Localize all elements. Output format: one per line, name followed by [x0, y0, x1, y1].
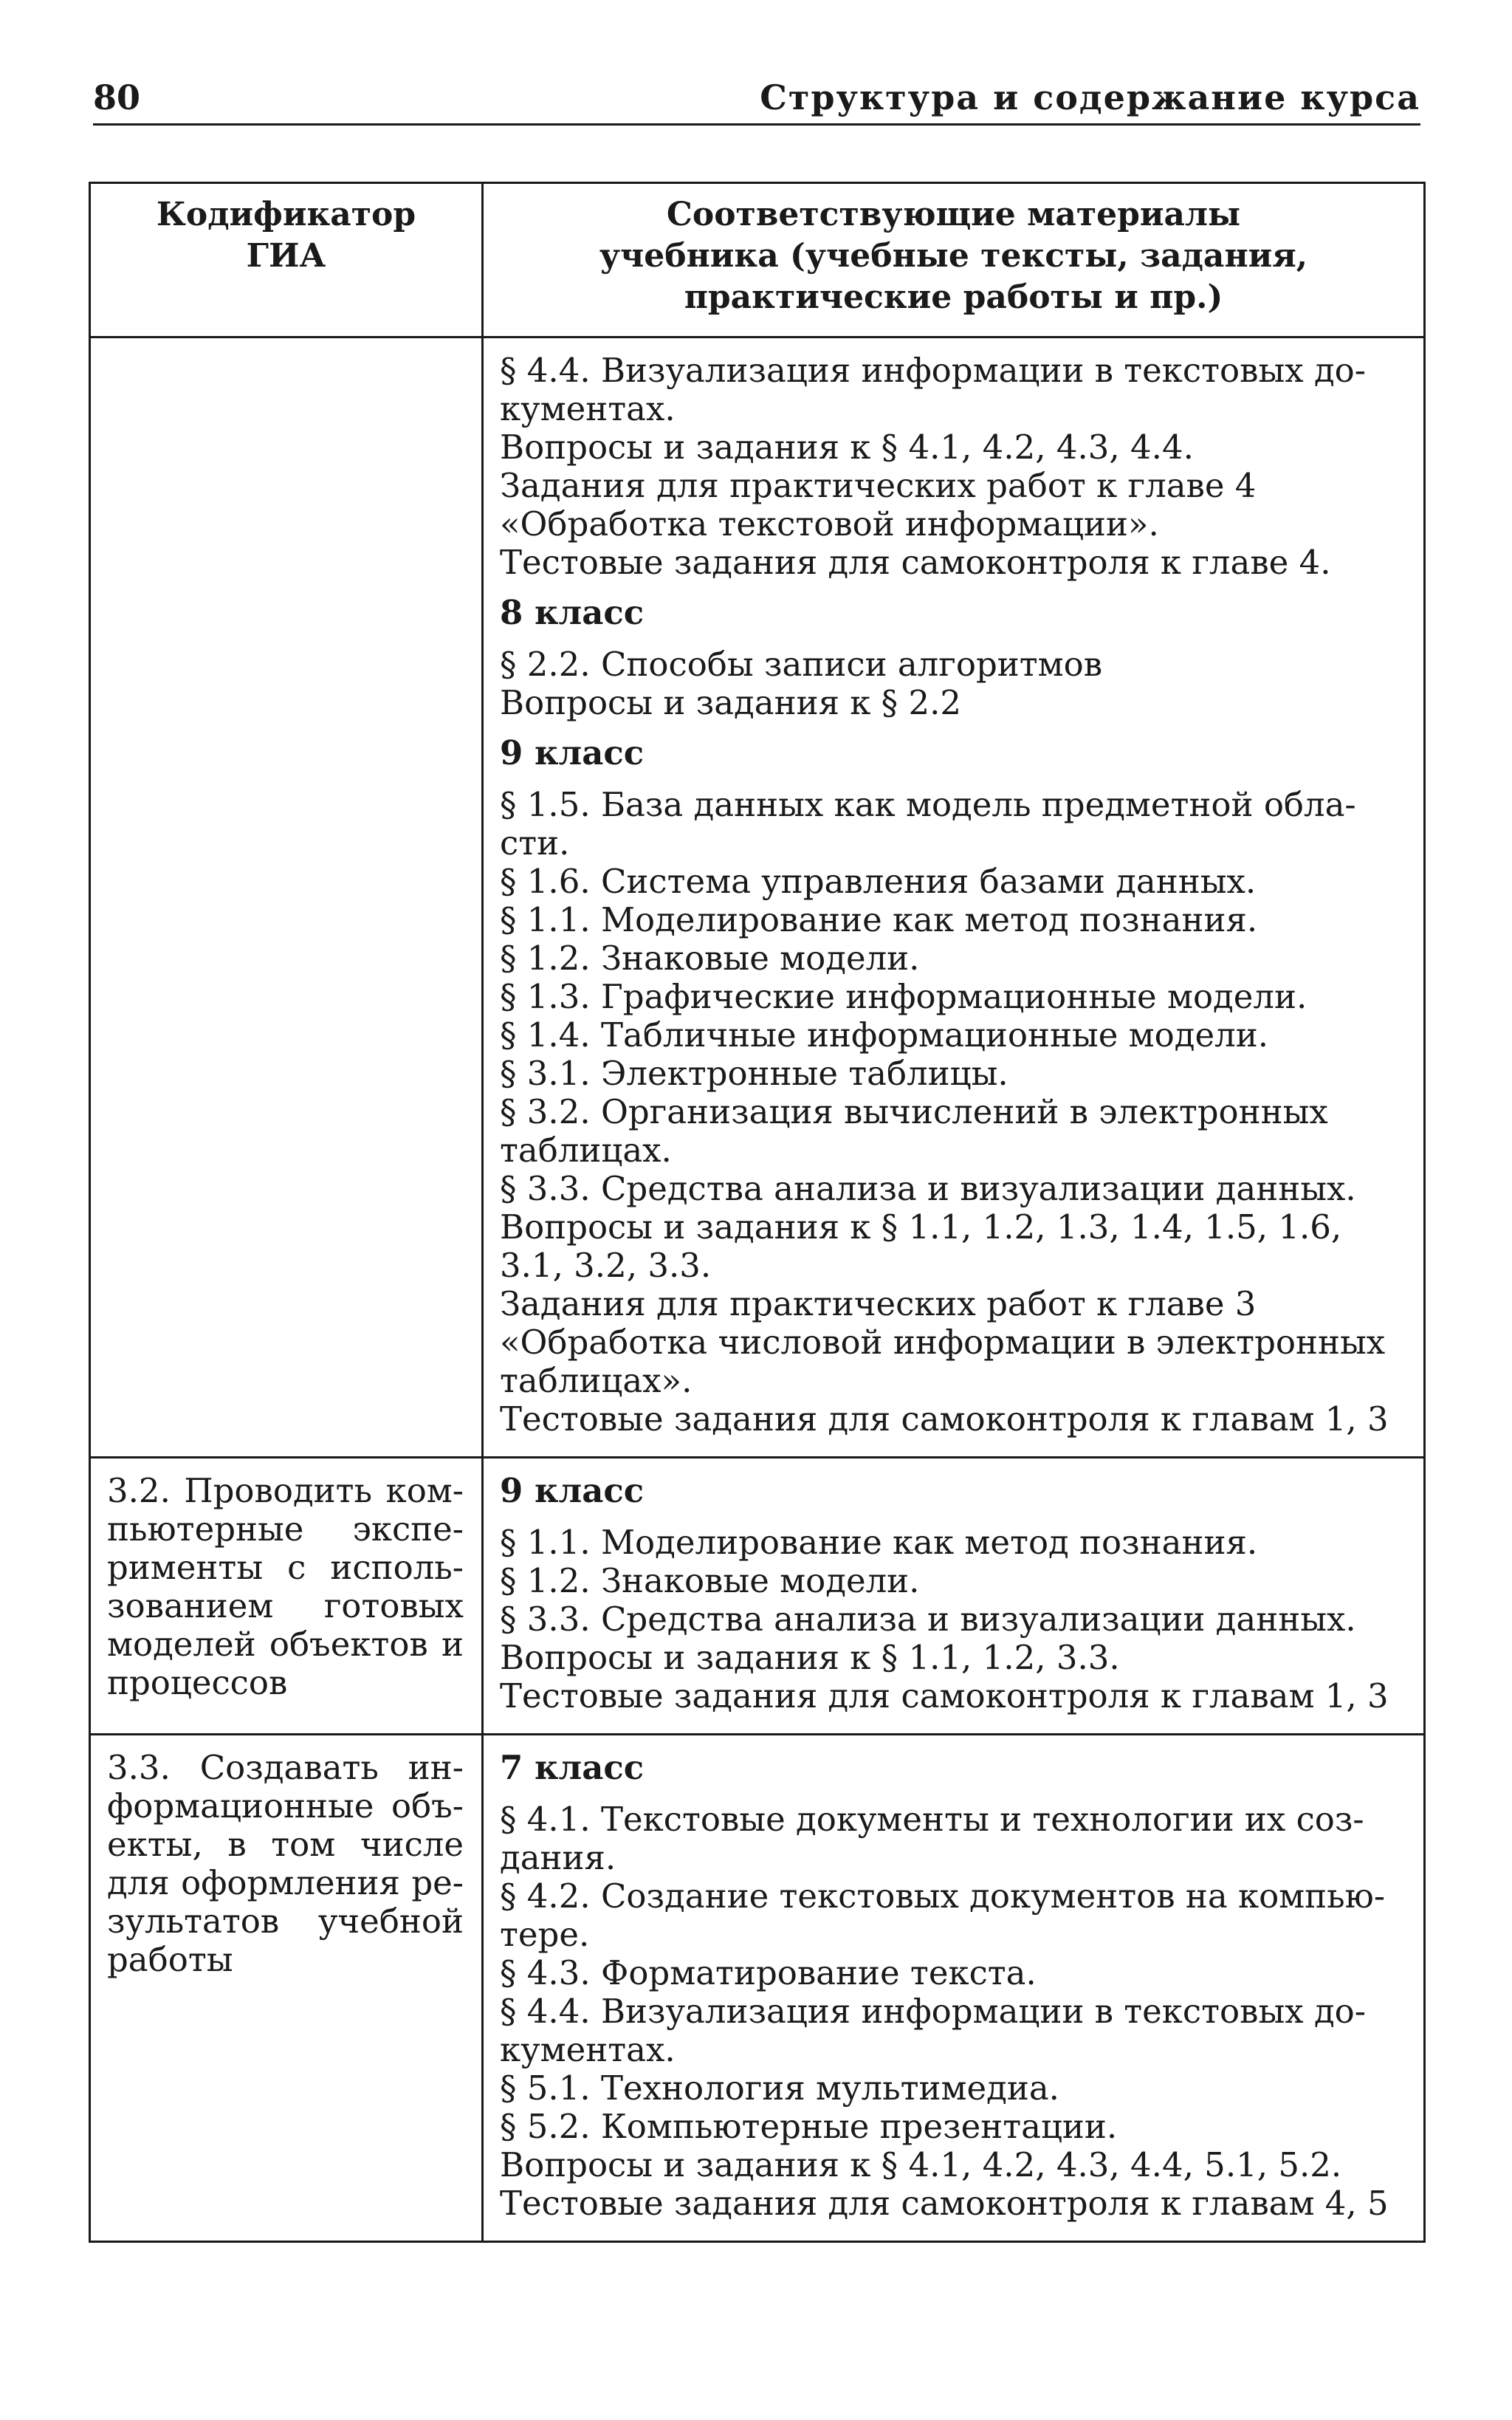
- materials-line: таблицах».: [500, 1361, 693, 1400]
- materials-cell: [483, 337, 1425, 1458]
- codifier-cell: [90, 1735, 483, 2242]
- materials-line: таблицах.: [500, 1131, 672, 1170]
- materials-line: § 4.2. Создание текстовых документов на компью-: [500, 1876, 1386, 1916]
- materials-line: § 1.5. База данных как модель предметной обла-: [500, 785, 1356, 824]
- grade-heading: 9 класс: [500, 733, 645, 772]
- codifier-text: екты, в том числе: [107, 1825, 464, 1864]
- materials-line: кументах.: [500, 2030, 676, 2069]
- running-title: Структура и содержание курса: [760, 78, 1420, 117]
- materials-list: [500, 352, 1400, 582]
- table-row: [90, 1458, 1425, 1735]
- materials-line: кументах.: [500, 389, 676, 428]
- materials-line: § 1.1. Моделирование как метод познания.: [500, 1523, 1258, 1562]
- materials-line: Вопросы и задания к § 4.1, 4.2, 4.3, 4.4.: [500, 428, 1194, 467]
- table-header-row: [90, 183, 1425, 337]
- column-header-line: Кодификатор: [156, 196, 416, 233]
- codifier-text: рименты с исполь-: [107, 1548, 464, 1587]
- codifier-text: 3.3. Создавать ин-: [107, 1748, 464, 1787]
- materials-line: § 1.2. Знаковые модели.: [500, 1561, 920, 1600]
- table-row: [90, 1735, 1425, 2242]
- materials-line: Тестовые задания для самоконтроля к главам 4, 5: [500, 2184, 1389, 2223]
- materials-line: § 4.4. Визуализация информации в текстовых до-: [500, 1992, 1366, 2031]
- codifier-text: для оформления ре-: [107, 1863, 464, 1902]
- materials-line: § 1.2. Знаковые модели.: [500, 939, 920, 978]
- materials-line: § 1.4. Табличные информационные модели.: [500, 1015, 1268, 1055]
- codifier-text: моделей объектов и: [107, 1625, 464, 1664]
- materials-line: § 5.1. Технология мультимедиа.: [500, 2068, 1059, 2108]
- codifier-text: пьютерные экспе-: [107, 1509, 464, 1549]
- materials-line: Вопросы и задания к § 2.2: [500, 683, 962, 722]
- materials-line: § 3.1. Электронные таблицы.: [500, 1054, 1008, 1093]
- materials-line: § 3.3. Средства анализа и визуализации данных.: [500, 1600, 1356, 1639]
- materials-line: Вопросы и задания к § 4.1, 4.2, 4.3, 4.4, 5.1, 5.2.: [500, 2145, 1342, 2184]
- codifier-text: работы: [107, 1940, 233, 1979]
- column-header-line: ГИА: [246, 237, 326, 275]
- materials-line: «Обработка текстовой информации».: [500, 504, 1159, 544]
- materials-line: Задания для практических работ к главе 4: [500, 466, 1257, 505]
- materials-line: § 5.2. Компьютерные презентации.: [500, 2107, 1118, 2146]
- materials-line: Тестовые задания для самоконтроля к главам 1, 3: [500, 1399, 1389, 1439]
- materials-line: «Обработка числовой информации в электронных: [500, 1323, 1386, 1362]
- materials-line: § 4.3. Форматирование текста.: [500, 1953, 1037, 1992]
- materials-line: § 3.3. Средства анализа и визуализации данных.: [500, 1169, 1356, 1208]
- column-header-line: учебника (учебные тексты, задания,: [599, 237, 1308, 275]
- materials-line: § 2.2. Способы записи алгоритмов: [500, 645, 1103, 684]
- materials-line: § 1.6. Система управления базами данных.: [500, 862, 1257, 901]
- codifier-text: процессов: [107, 1663, 288, 1702]
- materials-line: § 3.2. Организация вычислений в электронных: [500, 1092, 1328, 1131]
- materials-line: дания.: [500, 1838, 616, 1877]
- grade-heading: 9 класс: [500, 1471, 645, 1510]
- codifier-text: зультатов учебной: [107, 1902, 464, 1941]
- column-header-line: Соответствующие материалы: [666, 196, 1241, 233]
- codifier-cell: [90, 337, 483, 1458]
- codifier-cell: [90, 1458, 483, 1735]
- materials-line: Вопросы и задания к § 1.1, 1.2, 3.3.: [500, 1638, 1120, 1677]
- running-head: [93, 71, 1420, 126]
- materials-list: [500, 1800, 1400, 2223]
- materials-list: [500, 645, 1400, 722]
- codifier-text: формационные объ-: [107, 1786, 464, 1826]
- materials-line: тере.: [500, 1915, 590, 1954]
- materials-line: Вопросы и задания к § 1.1, 1.2, 1.3, 1.4, 1.5, 1.6,: [500, 1207, 1342, 1247]
- codifier-text: 3.2. Проводить ком-: [107, 1471, 464, 1510]
- materials-list: [500, 786, 1400, 1439]
- materials-cell: [483, 1458, 1425, 1735]
- column-header-line: практические работы и пр.): [684, 278, 1223, 316]
- column-header-codifier: [90, 183, 483, 337]
- materials-line: Тестовые задания для самоконтроля к главе 4.: [500, 543, 1331, 582]
- materials-line: § 1.3. Графические информационные модели.: [500, 977, 1307, 1016]
- materials-line: § 4.4. Визуализация информации в текстовых до-: [500, 351, 1366, 390]
- table-body: [90, 337, 1425, 2242]
- table-row: [90, 337, 1425, 1458]
- materials-line: Тестовые задания для самоконтроля к главам 1, 3: [500, 1676, 1389, 1715]
- column-header-materials: [483, 183, 1425, 337]
- materials-line: § 1.1. Моделирование как метод познания.: [500, 900, 1258, 939]
- materials-list: [500, 1523, 1400, 1715]
- materials-line: § 4.1. Текстовые документы и технологии их соз-: [500, 1800, 1364, 1839]
- materials-line: 3.1, 3.2, 3.3.: [500, 1246, 712, 1285]
- codifier-table: [89, 182, 1426, 2243]
- codifier-text: зованием готовых: [107, 1586, 464, 1625]
- materials-line: сти.: [500, 823, 570, 863]
- page-number: 80: [93, 78, 141, 117]
- grade-heading: 8 класс: [500, 593, 645, 632]
- materials-cell: [483, 1735, 1425, 2242]
- grade-heading: 7 класс: [500, 1748, 645, 1787]
- materials-line: Задания для практических работ к главе 3: [500, 1284, 1257, 1323]
